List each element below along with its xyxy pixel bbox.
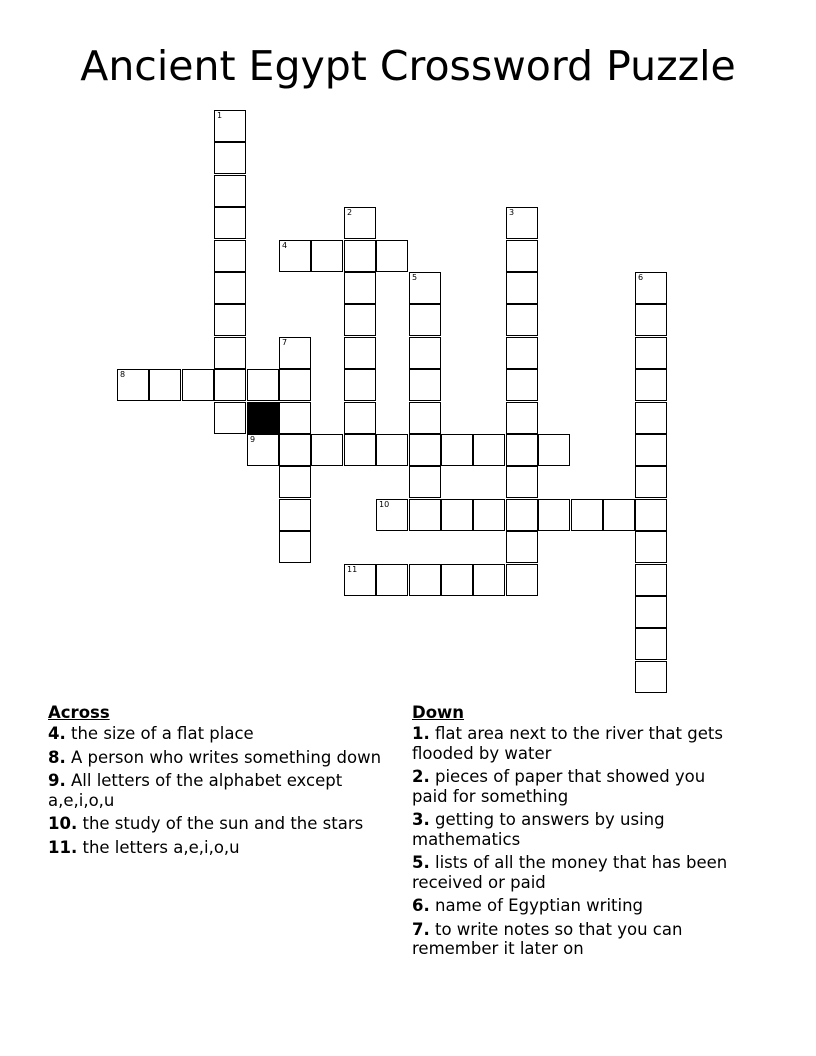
grid-cell[interactable] — [603, 499, 635, 531]
clue-text: A person who writes something down — [65, 747, 382, 767]
clue-text: name of Egyptian writing — [429, 896, 644, 915]
down-clue — [412, 724, 742, 763]
clue-number: 9 — [250, 435, 256, 444]
grid-cell[interactable] — [538, 499, 570, 531]
grid-cell[interactable] — [473, 499, 505, 531]
across-clue — [48, 748, 393, 768]
clue-text: lists of all the money that has been received or paid — [412, 853, 728, 892]
across-clue — [48, 724, 393, 744]
grid-cell[interactable] — [279, 369, 311, 401]
down-clue — [412, 853, 742, 892]
grid-cell[interactable] — [214, 142, 246, 174]
grid-cell[interactable] — [409, 564, 441, 596]
clue-text: All letters of the alphabet except a,e,i,o,u — [48, 771, 343, 810]
grid-cell[interactable] — [506, 369, 538, 401]
clue-number: 2 — [347, 208, 353, 217]
across-clue — [48, 814, 393, 834]
clue-number: 8 — [120, 370, 126, 379]
clue-number: 4 — [282, 241, 288, 250]
grid-cell[interactable] — [635, 564, 667, 596]
grid-cell[interactable] — [149, 369, 181, 401]
grid-cell[interactable] — [214, 272, 246, 304]
grid-cell[interactable] — [473, 434, 505, 466]
grid-cell[interactable] — [279, 402, 311, 434]
clue-text: getting to answers by using mathematics — [412, 810, 665, 849]
grid-cell[interactable] — [311, 240, 343, 272]
down-clues — [412, 702, 742, 963]
grid-cell[interactable] — [635, 272, 667, 304]
grid-cell[interactable] — [344, 434, 376, 466]
grid-cell[interactable] — [214, 175, 246, 207]
clue-number-label: 5. — [412, 853, 430, 872]
across-clues — [48, 702, 393, 861]
grid-cell[interactable] — [344, 369, 376, 401]
clue-number-label: 11. — [48, 837, 78, 857]
grid-cell[interactable] — [344, 564, 376, 596]
page-title: Ancient Egypt Crossword Puzzle — [80, 42, 736, 90]
grid-cell[interactable] — [279, 531, 311, 563]
grid-cell[interactable] — [409, 272, 441, 304]
grid-cell[interactable] — [441, 499, 473, 531]
grid-cell[interactable] — [344, 207, 376, 239]
grid-cell[interactable] — [279, 337, 311, 369]
clue-number-label: 8. — [48, 747, 66, 767]
clue-number: 1 — [217, 111, 223, 120]
across-clue — [48, 771, 393, 810]
clue-number-label: 6. — [412, 896, 430, 915]
down-clue — [412, 896, 742, 916]
grid-cell[interactable] — [214, 240, 246, 272]
grid-cell[interactable] — [441, 564, 473, 596]
clue-number-label: 10. — [48, 814, 78, 833]
grid-cell[interactable] — [182, 369, 214, 401]
black-cell — [247, 402, 279, 434]
grid-cell[interactable] — [635, 661, 667, 693]
clue-number: 7 — [282, 338, 288, 347]
grid-cell[interactable] — [344, 272, 376, 304]
clue-text: the study of the sun and the stars — [77, 814, 364, 833]
grid-cell[interactable] — [506, 434, 538, 466]
clue-number-label: 1. — [412, 724, 430, 743]
clue-number: 6 — [638, 273, 644, 282]
grid-cell[interactable] — [409, 304, 441, 336]
grid-cell[interactable] — [344, 337, 376, 369]
clue-number-label: 2. — [412, 767, 430, 786]
clue-text: flat area next to the river that gets flooded by water — [412, 724, 723, 763]
clue-text: to write notes so that you can remember it later on — [412, 919, 683, 958]
clue-text: the letters a,e,i,o,u — [77, 837, 240, 857]
grid-cell[interactable] — [441, 434, 473, 466]
down-clue — [412, 810, 742, 849]
grid-cell[interactable] — [635, 304, 667, 336]
grid-cell[interactable] — [635, 466, 667, 498]
grid-cell[interactable] — [538, 434, 570, 466]
grid-cell[interactable] — [311, 434, 343, 466]
grid-cell[interactable] — [376, 564, 408, 596]
clue-number: 3 — [509, 208, 515, 217]
grid-cell[interactable] — [506, 240, 538, 272]
grid-cell[interactable] — [344, 402, 376, 434]
grid-cell[interactable] — [279, 499, 311, 531]
grid-cell[interactable] — [214, 402, 246, 434]
grid-cell[interactable] — [409, 434, 441, 466]
grid-cell[interactable] — [214, 369, 246, 401]
clue-number-label: 3. — [412, 810, 430, 829]
grid-cell[interactable] — [635, 434, 667, 466]
grid-cell[interactable] — [506, 272, 538, 304]
grid-cell[interactable] — [409, 499, 441, 531]
grid-cell[interactable] — [473, 564, 505, 596]
grid-cell[interactable] — [571, 499, 603, 531]
grid-cell[interactable] — [635, 596, 667, 628]
clue-number-label: 7. — [412, 919, 430, 939]
grid-cell[interactable] — [506, 466, 538, 498]
clue-number-label: 9. — [48, 771, 66, 790]
grid-cell[interactable] — [506, 531, 538, 563]
clue-number: 10 — [379, 500, 390, 509]
down-heading: Down — [412, 703, 465, 722]
grid-cell[interactable] — [344, 304, 376, 336]
grid-cell[interactable] — [376, 240, 408, 272]
grid-cell[interactable] — [506, 402, 538, 434]
grid-cell[interactable] — [247, 434, 279, 466]
grid-cell[interactable] — [409, 466, 441, 498]
grid-cell[interactable] — [279, 240, 311, 272]
clue-number-label: 4. — [48, 724, 66, 743]
grid-cell[interactable] — [635, 402, 667, 434]
clue-number: 5 — [412, 273, 418, 282]
grid-cell[interactable] — [409, 402, 441, 434]
grid-cell[interactable] — [506, 499, 538, 531]
down-clue — [412, 767, 742, 806]
grid-cell[interactable] — [635, 499, 667, 531]
grid-cell[interactable] — [635, 531, 667, 563]
grid-cell[interactable] — [214, 110, 246, 142]
grid-cell[interactable] — [506, 337, 538, 369]
across-heading: Across — [48, 703, 110, 722]
grid-cell[interactable] — [506, 564, 538, 596]
grid-cell[interactable] — [279, 466, 311, 498]
grid-cell[interactable] — [635, 628, 667, 660]
down-clue — [412, 920, 742, 959]
grid-cell[interactable] — [409, 337, 441, 369]
grid-cell[interactable] — [376, 499, 408, 531]
grid-cell[interactable] — [214, 304, 246, 336]
grid-cell[interactable] — [214, 337, 246, 369]
across-clue — [48, 838, 393, 858]
clue-text: pieces of paper that showed you paid for something — [412, 767, 706, 806]
grid-cell[interactable] — [635, 337, 667, 369]
grid-cell[interactable] — [117, 369, 149, 401]
grid-cell[interactable] — [344, 240, 376, 272]
grid-cell[interactable] — [214, 207, 246, 239]
grid-cell[interactable] — [247, 369, 279, 401]
grid-cell[interactable] — [376, 434, 408, 466]
grid-cell[interactable] — [635, 369, 667, 401]
grid-cell[interactable] — [506, 207, 538, 239]
clue-number: 11 — [347, 565, 358, 574]
grid-cell[interactable] — [279, 434, 311, 466]
grid-cell[interactable] — [409, 369, 441, 401]
grid-cell[interactable] — [506, 304, 538, 336]
clue-text: the size of a flat place — [65, 724, 254, 743]
